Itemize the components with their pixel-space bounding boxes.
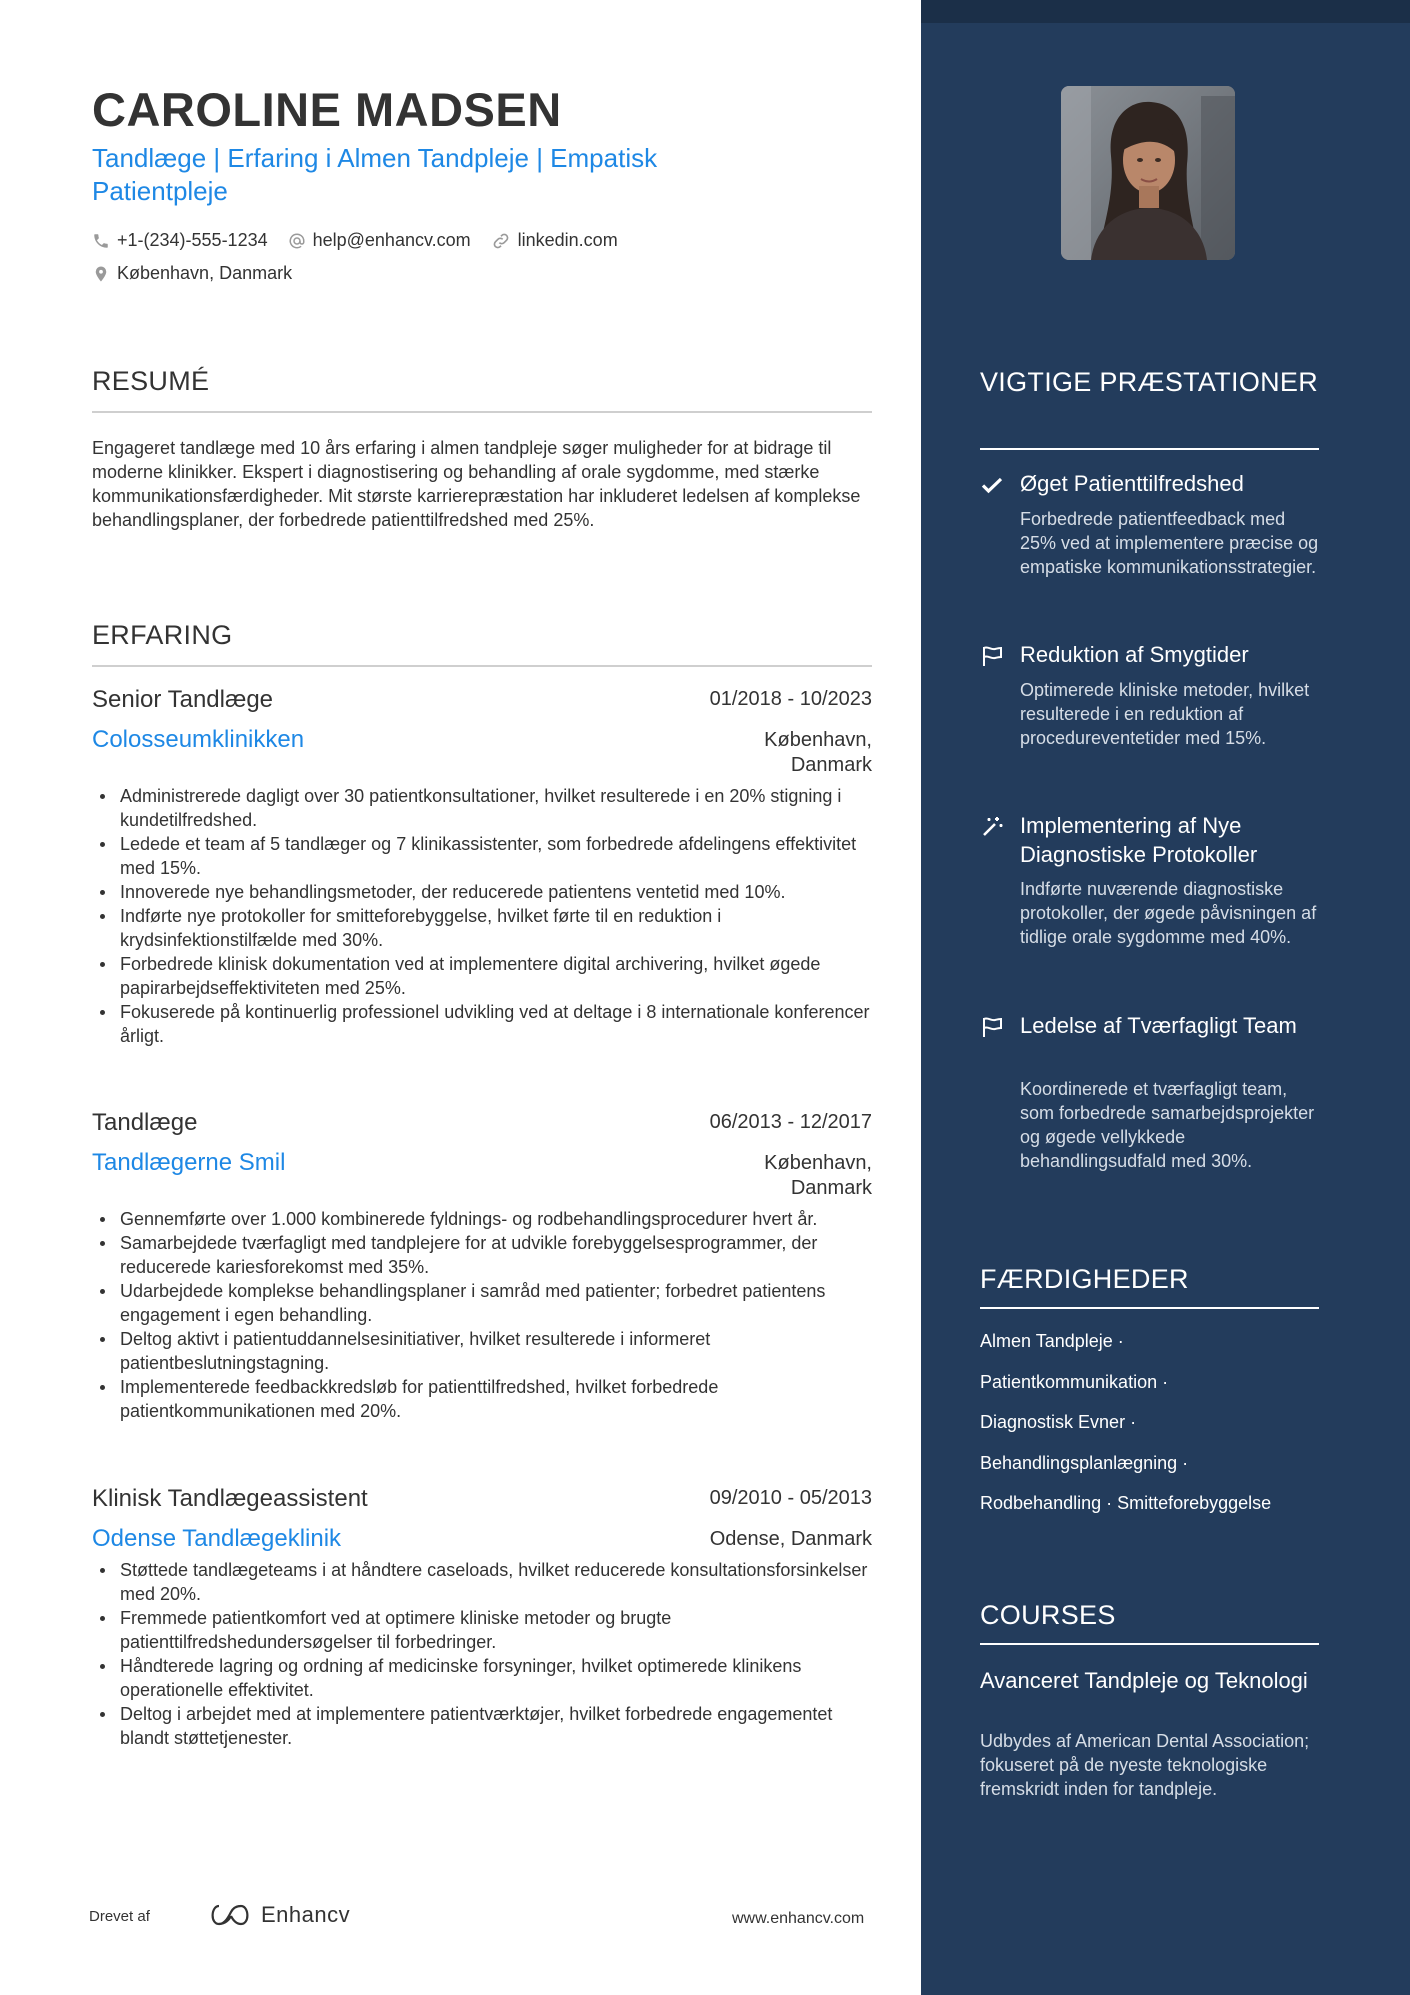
job-bullet: Implementerede feedbackkredsløb for patienttilfredshed, hvilket forbedrede patientkommunikationen med 20%. <box>92 1375 872 1423</box>
achievement-description: Optimerede kliniske metoder, hvilket resulterede i en reduktion af procedureventetider med 15%. <box>1020 680 1310 748</box>
profile-photo-illustration <box>1061 86 1235 260</box>
skills-divider <box>980 1307 1319 1309</box>
job-bullets <box>92 784 872 1048</box>
location-text: København, Danmark <box>117 263 293 283</box>
job-bullet: Ledede et team af 5 tandlæger og 7 klinikassistenter, som forbedrede afdelingens effektivitet med 15%. <box>92 832 872 880</box>
achievement-title: Ledelse af Tværfagligt Team <box>1020 1013 1297 1038</box>
job-location: København, Danmark <box>764 729 872 776</box>
candidate-name: CAROLINE MADSEN <box>92 83 562 136</box>
job-company[interactable]: Colosseumklinikken <box>92 726 305 753</box>
enhancv-logo-icon <box>207 1902 253 1928</box>
skill-line: Patientkommunikation · <box>980 1372 1169 1392</box>
job-location: Odense, Danmark <box>709 1528 872 1550</box>
job-dates: 01/2018 - 10/2023 <box>709 688 872 710</box>
job-dates: 06/2013 - 12/2017 <box>709 1111 872 1133</box>
flag-icon <box>980 644 1004 668</box>
footer-brand-name: Enhancv <box>261 1902 351 1927</box>
linkedin-text: linkedin.com <box>517 230 618 250</box>
courses-section-title: COURSES <box>980 1600 1116 1630</box>
achievement-title: Reduktion af Smygtider <box>1020 642 1249 667</box>
job-bullet: Indførte nye protokoller for smitteforebyggelse, hvilket førte til en reduktion i krydsinfektionstilfælde med 30%. <box>92 904 872 952</box>
job-bullet: Innoverede nye behandlingsmetoder, der reducerede patientens ventetid med 10%. <box>92 880 872 904</box>
footer-brand-logo[interactable] <box>207 1902 350 1928</box>
contact-linkedin[interactable] <box>491 230 618 251</box>
job-bullet: Udarbejdede komplekse behandlingsplaner i samråd med patienter; forbedret patientens engagement i egen behandling. <box>92 1279 872 1327</box>
profile-photo <box>1061 86 1235 260</box>
achievements-section-title: VIGTIGE PRÆSTATIONER <box>980 367 1319 397</box>
contact-row-1 <box>92 230 638 251</box>
job-dates: 09/2010 - 05/2013 <box>709 1487 872 1509</box>
job-bullet: Deltog aktivt i patientuddannelsesinitiativer, hvilket resulterede i informeret patientbeslutningstagning. <box>92 1327 872 1375</box>
flag-icon <box>980 1015 1004 1039</box>
job-title: Tandlæge <box>92 1109 198 1136</box>
email-text: help@enhancv.com <box>312 230 471 250</box>
summary-divider <box>92 411 872 413</box>
skills-section-title: FÆRDIGHEDER <box>980 1264 1189 1294</box>
skill-line: Almen Tandpleje · <box>980 1331 1124 1351</box>
at-icon <box>288 232 306 250</box>
footer-powered-by: Drevet af <box>89 1908 150 1925</box>
footer-url[interactable]: www.enhancv.com <box>732 1910 865 1927</box>
contact-location <box>92 263 292 284</box>
job-bullet: Deltog i arbejdet med at implementere patientværktøjer, hvilket forbedrede engagementet blandt støttetjenester. <box>92 1702 872 1750</box>
achievement-title: Implementering af Nye Diagnostiske Protokoller <box>1020 813 1258 867</box>
contact-row-2 <box>92 263 312 284</box>
job-company[interactable]: Odense Tandlægeklinik <box>92 1525 342 1552</box>
phone-icon <box>92 232 110 250</box>
job-bullet: Fokuserede på kontinuerlig professionel udvikling ved at deltage i 8 internationale konferencer årligt. <box>92 1000 872 1048</box>
link-icon <box>491 231 511 251</box>
checkmark-icon <box>980 473 1004 497</box>
job-bullet: Forbedrede klinisk dokumentation ved at implementere digital archivering, hvilket øgede papirarbejdseffektiviteten med 25%. <box>92 952 872 1000</box>
achievement-description: Forbedrede patientfeedback med 25% ved at implementere præcise og empatiske kommunikationsstrategier. <box>1020 509 1319 577</box>
experience-section-title: ERFARING <box>92 620 233 650</box>
achievement-title: Øget Patienttilfredshed <box>1020 471 1244 496</box>
skill-line: Rodbehandling · Smitteforebyggelse <box>980 1493 1272 1513</box>
candidate-tagline: Tandlæge | Erfaring i Almen Tandpleje | Empatisk Patientpleje <box>92 143 658 206</box>
wand-icon <box>980 815 1004 839</box>
job-bullet: Samarbejdede tværfagligt med tandplejere for at udvikle forebyggelsesprogrammer, der reducerede kariesforekomst med 35%. <box>92 1231 872 1279</box>
contact-phone[interactable] <box>92 230 268 251</box>
courses-divider <box>980 1643 1319 1645</box>
experience-divider <box>92 665 872 667</box>
job-bullets <box>92 1207 872 1423</box>
achievement-description: Koordinerede et tværfagligt team, som forbedrede samarbejdsprojekter og øgede vellykkede behandlingsudfald med 30%. <box>1020 1079 1315 1171</box>
achievement-description: Indførte nuværende diagnostiske protokoller, der øgede påvisningen af tidlige orale sygdomme med 40%. <box>1020 879 1317 947</box>
job-title: Klinisk Tandlægeassistent <box>92 1485 368 1512</box>
course-description: Udbydes af American Dental Association; fokuseret på de nyeste teknologiske fremskridt inden for tandpleje. <box>980 1731 1310 1799</box>
skill-line: Behandlingsplanlægning · <box>980 1453 1189 1473</box>
job-bullet: Støttede tandlægeteams i at håndtere caseloads, hvilket reducerede konsultationsforsinkelser med 20%. <box>92 1558 872 1606</box>
course-title: Avanceret Tandpleje og Teknologi <box>980 1668 1308 1693</box>
location-pin-icon <box>92 264 110 284</box>
phone-text: +1-(234)-555-1234 <box>117 230 268 250</box>
job-title: Senior Tandlæge <box>92 686 274 713</box>
sidebar-panel <box>921 0 1410 1995</box>
contact-email[interactable] <box>288 230 471 251</box>
skill-line: Diagnostisk Evner · <box>980 1412 1137 1432</box>
job-location: København, Danmark <box>764 1152 872 1199</box>
job-bullet: Fremmede patientkomfort ved at optimere kliniske metoder og brugte patienttilfredshedundersøgelser til forbedringer. <box>92 1606 872 1654</box>
job-bullet: Håndterede lagring og ordning af medicinske forsyninger, hvilket optimerede klinikens operationelle effektivitet. <box>92 1654 872 1702</box>
achievements-divider <box>980 448 1319 450</box>
sidebar-top-bar <box>921 0 1410 23</box>
job-bullets <box>92 1558 872 1750</box>
job-bullet: Administrerede dagligt over 30 patientkonsultationer, hvilket resulterede i en 20% stigning i kundetilfredshed. <box>92 784 872 832</box>
job-bullet: Gennemførte over 1.000 kombinerede fyldnings- og rodbehandlingsprocedurer hvert år. <box>92 1207 872 1231</box>
summary-section-title: RESUMÉ <box>92 366 210 396</box>
summary-text: Engageret tandlæge med 10 års erfaring i almen tandpleje søger muligheder for at bidrage til moderne klinikker. Ekspert i diagnostisering og behandling af orale sygdomme, med stærke kommunikationsfærdigheder. Mit største karrierepræstation har inkluderet ledelsen af komplekse behandlingsplaner, der forbedrede patienttilfredshed med 25%. <box>92 438 861 530</box>
job-company[interactable]: Tandlægerne Smil <box>92 1149 286 1176</box>
